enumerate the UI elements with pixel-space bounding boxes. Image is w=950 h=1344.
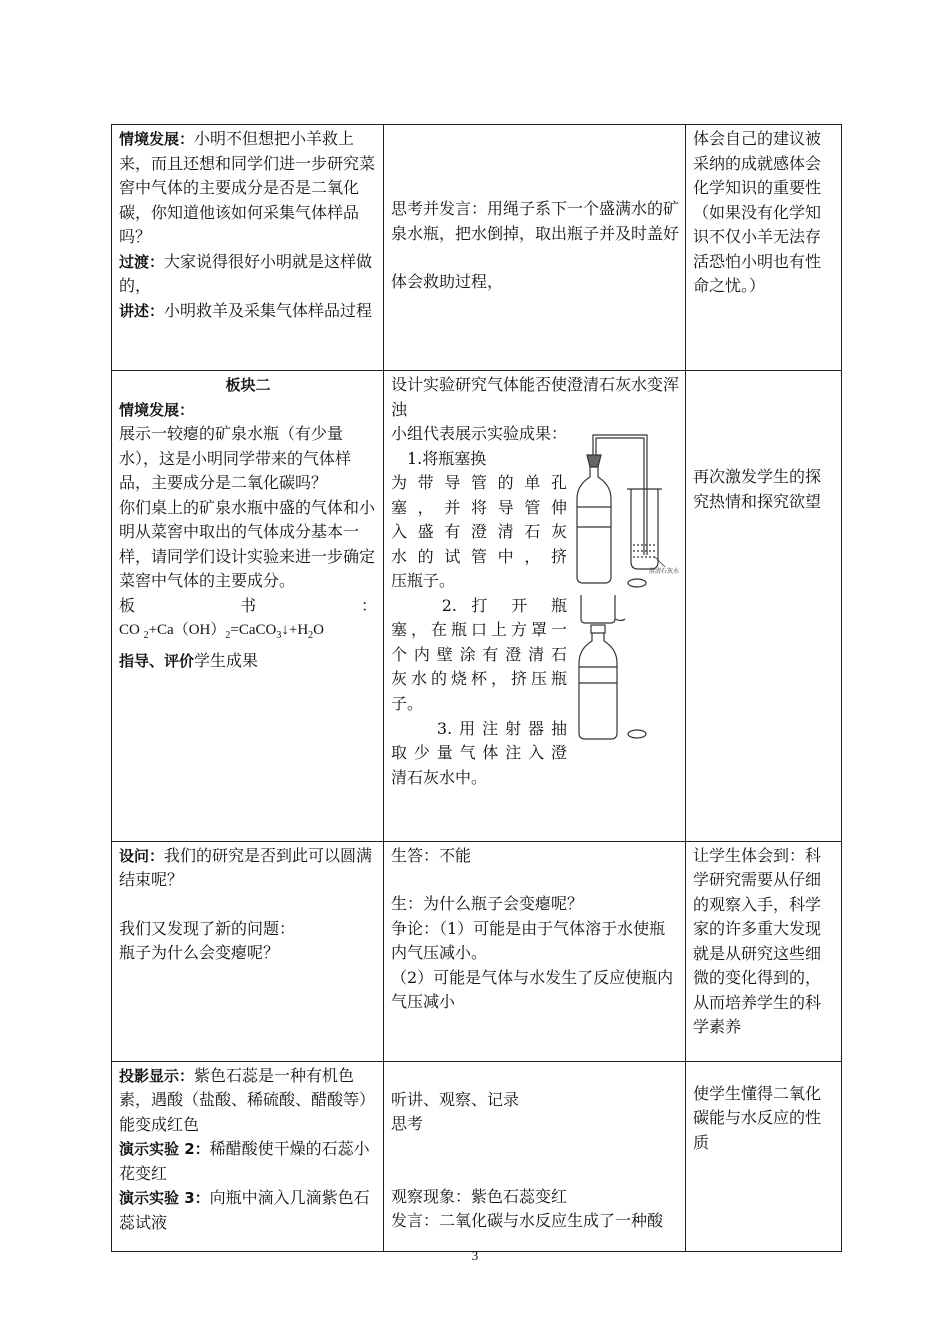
student-paragraph: 思考并发言：用绳子系下一个盛满水的矿泉水瓶，把水倒掉，取出瓶子并及时盖好 — [391, 199, 680, 243]
student-activity-cell — [384, 371, 686, 842]
student-paragraph: 思考 — [391, 1114, 424, 1133]
student-paragraph: 发言：二氧化碳与水反应生成了一种酸 — [391, 1211, 664, 1230]
experiment-step-3: 3.用注射器抽 取少量气体注入澄 清石灰水中。 — [391, 718, 567, 787]
experiment-block — [391, 447, 679, 839]
student-paragraph: 听讲、观察、记录 — [391, 1089, 520, 1109]
figure-caption: 澄清石灰水 — [649, 567, 679, 575]
teacher-paragraph: 你们桌上的矿泉水瓶中盛的气体和小明从菜窖中取出的气体成分基本一样，请同学们设计实验来进一步确定菜窖中气体的主要成分。 — [119, 497, 376, 590]
lesson-plan-table — [111, 124, 842, 1252]
teacher-activity-cell — [112, 125, 384, 371]
teacher-paragraph: 讲述：小明救羊及采集气体样品过程 — [119, 300, 373, 320]
student-paragraph: 生：为什么瓶子会变瘪呢？ — [391, 894, 584, 913]
student-paragraph: 观察现象：紫色石蕊变红 — [391, 1186, 568, 1206]
teacher-paragraph: 过渡：大家说得很好小明就是这样做的， — [119, 251, 373, 295]
design-intent-text: 再次激发学生的探究热情和探究欲望 — [693, 467, 822, 511]
teacher-paragraph: 展示一较瘪的矿泉水瓶（有少量水），这是小明同学带来的气体样品，主要成分是二氧化碳吗？ — [119, 424, 352, 492]
experiment-apparatus-figure — [567, 427, 679, 745]
experiment-step-1: 1.将瓶塞换 为带导管的单孔 塞，并将导管伸 入盛有澄清石灰 水的试管中，挤 压瓶子。 — [391, 448, 567, 590]
page-number: 3 — [471, 1248, 479, 1263]
table-row — [112, 1061, 842, 1251]
design-intent-cell — [686, 841, 842, 1061]
student-paragraph: 生答：不能 — [391, 845, 472, 865]
teacher-paragraph: 我们又发现了新的问题： — [119, 918, 296, 938]
student-activity-cell — [384, 841, 686, 1061]
teacher-paragraph: 情境发展：小明不但想把小羊救上来，而且还想和同学们进一步研究菜窖中气体的主要成分是否是二氧化碳，你知道他该如何采集气体样品吗？ — [119, 129, 376, 246]
design-intent-cell — [686, 371, 842, 842]
table-row — [112, 371, 842, 842]
design-intent-cell — [686, 125, 842, 371]
situation-label: 情境发展： — [119, 400, 195, 419]
bottle-with-beaker — [579, 595, 646, 739]
teacher-paragraph: 演示实验 3：向瓶中滴入几滴紫色石蕊试液 — [119, 1188, 370, 1232]
student-paragraph: 争论：（1）可能是由于气体溶于水使瓶内气压减小。 — [391, 918, 666, 962]
section-title: 板块二 — [225, 376, 271, 394]
student-activity-cell — [384, 1061, 686, 1251]
teacher-activity-cell — [112, 1061, 384, 1251]
student-paragraph: 小组代表展示实验成果： — [391, 424, 568, 443]
design-intent-text: 让学生体会到：科学研究需要从仔细的观察入手，科学家的许多重大发现就是从研究这些细微的变化得到的，从而培养学生的科学素养 — [693, 845, 822, 1036]
design-intent-text: 使学生懂得二氧化碳能与水反应的性质 — [693, 1083, 822, 1152]
teacher-paragraph: 指导、评价学生成果 — [119, 650, 259, 670]
student-paragraph: 设计实验研究气体能否使澄清石灰水变浑浊 — [391, 375, 680, 419]
experiment-step-2: 2. 打 开 瓶 塞，在瓶口上方罩一 个内壁涂有澄清石 灰水的烧杯，挤压瓶 子。 — [391, 595, 567, 713]
teacher-paragraph: 瓶子为什么会变瘪呢？ — [119, 943, 280, 962]
teacher-activity-cell — [112, 841, 384, 1061]
student-paragraph: （2）可能是气体与水发生了反应使瓶内气压减小 — [391, 967, 674, 1011]
design-intent-text: 体会自己的建议被采纳的成就感体会化学知识的重要性（如果没有化学知识不仅小羊无法存活恐怕小明也有性命之忧。） — [693, 129, 822, 295]
teacher-activity-cell — [112, 371, 384, 842]
board-label: 板 书 ： — [119, 595, 377, 615]
design-intent-cell — [686, 1061, 842, 1251]
bottle-with-tube — [577, 435, 665, 587]
teacher-paragraph: 设问：我们的研究是否到此可以圆满结束呢？ — [119, 845, 373, 889]
student-activity-cell — [384, 125, 686, 371]
chemical-equation: CO $_2+Ca(OH)_2=CaCO_3↓+H_2O$ — [119, 622, 324, 641]
teacher-paragraph: 演示实验 2：稀醋酸使干燥的石蕊小花变红 — [119, 1139, 370, 1183]
table-row — [112, 841, 842, 1061]
teacher-paragraph: 投影显示：紫色石蕊是一种有机色素，遇酸（盐酸、稀硫酸、醋酸等）能变成红色 — [119, 1065, 376, 1134]
table-row — [112, 125, 842, 371]
student-paragraph: 体会救助过程， — [391, 272, 504, 291]
